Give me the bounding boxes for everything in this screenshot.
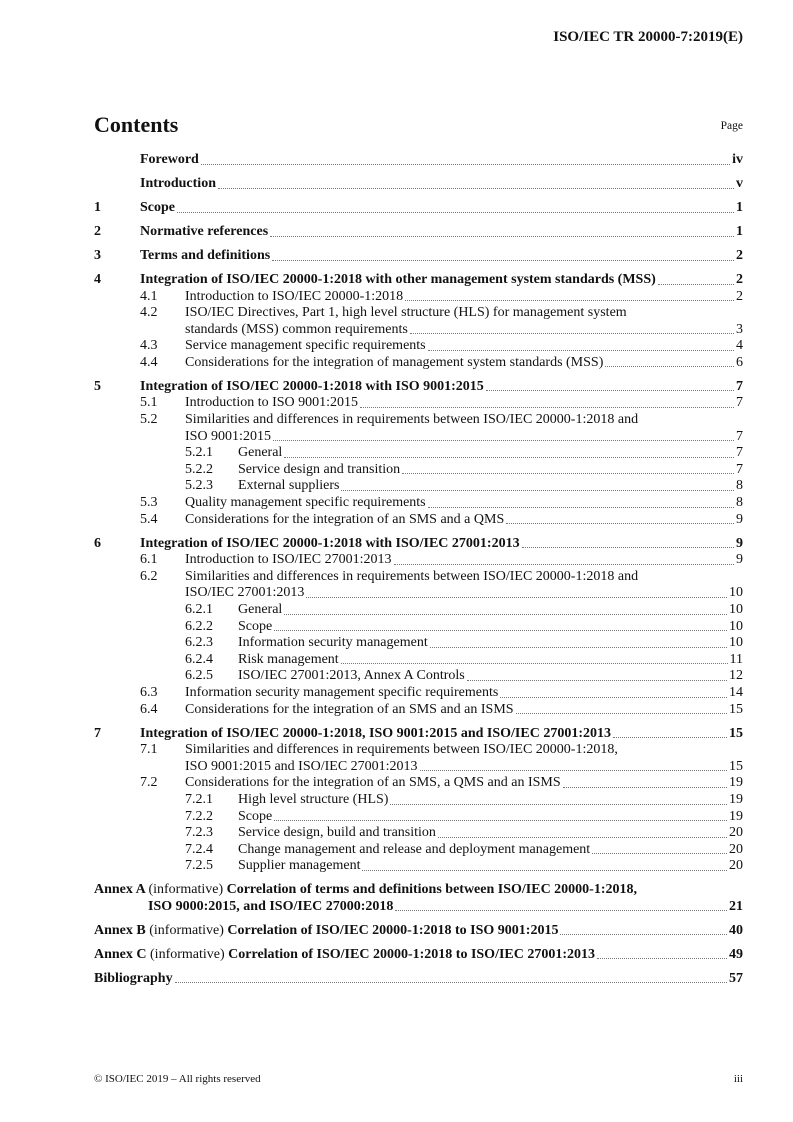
- dot-leader: [428, 507, 734, 508]
- toc-annex-heading: [94, 947, 595, 964]
- toc-entry-title-continued: standards (MSS) common requirements: [185, 321, 408, 337]
- toc-entry-title: Foreword: [140, 152, 199, 167]
- toc-entry-page: 1: [736, 199, 743, 215]
- toc-entry[interactable]: [94, 536, 743, 553]
- toc-entry-page: 10: [729, 585, 743, 601]
- toc-entry[interactable]: [94, 775, 743, 792]
- toc-entry-number: 6.4: [140, 701, 158, 717]
- dot-leader: [201, 164, 730, 165]
- toc-entry-title-continued: ISO 9001:2015 and ISO/IEC 27001:2013: [185, 758, 418, 774]
- toc-entry[interactable]: [94, 272, 743, 289]
- toc-entry[interactable]: [94, 248, 743, 265]
- dot-leader: [605, 366, 734, 367]
- dot-leader: [274, 630, 727, 631]
- dot-leader: [270, 236, 734, 237]
- toc-entry-title: Terms and definitions: [140, 247, 271, 263]
- toc-entry-number: 4.2: [140, 305, 158, 321]
- dot-leader: [522, 547, 734, 548]
- toc-entry-title: Introduction to ISO/IEC 27001:2013: [185, 552, 392, 568]
- dot-leader: [218, 188, 734, 189]
- annex-label: Annex B: [94, 922, 146, 938]
- toc-entry-number: 4.4: [140, 354, 158, 370]
- toc-entry-title: Quality management specific requirements: [185, 495, 426, 511]
- annex-type: (informative): [149, 922, 224, 938]
- toc-entry[interactable]: [94, 858, 743, 875]
- dot-leader: [341, 490, 734, 491]
- toc-entry-number: 7.2.2: [185, 808, 213, 824]
- dot-leader: [560, 934, 727, 935]
- toc-entry-title: Considerations for the integration of an SMS and an ISMS: [185, 701, 514, 717]
- dot-leader: [500, 697, 727, 698]
- annex-label: Annex C: [94, 946, 147, 962]
- toc-entry-number: 5.2: [140, 412, 158, 428]
- toc-entry-page: 3: [736, 321, 743, 337]
- toc-entry-page: 20: [729, 841, 743, 857]
- toc-entry-title: Risk management: [238, 651, 339, 667]
- toc-entry-number: 7.2.5: [185, 858, 213, 874]
- toc-entry-number: 7.2: [140, 775, 158, 791]
- toc-entry-page: 15: [729, 758, 743, 774]
- bibliography-title: Bibliography: [94, 970, 173, 986]
- toc-entry-page: 15: [729, 701, 743, 717]
- toc-entry-title: Considerations for the integration of an SMS and a QMS: [185, 511, 505, 527]
- toc-entry-continuation[interactable]: [94, 759, 743, 776]
- toc-entry[interactable]: [94, 602, 743, 619]
- toc-entry-title: Information security management specific requirements: [185, 684, 499, 700]
- toc-entry-number: 6: [94, 535, 101, 551]
- toc-entry-page: 21: [729, 898, 743, 914]
- dot-leader: [597, 958, 727, 959]
- toc-entry-page: 10: [729, 618, 743, 634]
- toc-entry[interactable]: [94, 200, 743, 217]
- toc-entry-page: 7: [736, 428, 743, 444]
- toc-entry-title: Similarities and differences in requirements between ISO/IEC 20000-1:2018 and: [185, 568, 639, 584]
- toc-entry-title: Service design and transition: [238, 461, 401, 477]
- toc-entry[interactable]: [94, 512, 743, 529]
- toc-entry-number: 3: [94, 247, 101, 263]
- annex-title: Correlation of ISO/IEC 20000-1:2018 to ISO/IEC 27001:2013: [228, 946, 596, 962]
- toc-entry-title: Integration of ISO/IEC 20000-1:2018 with ISO/IEC 27001:2013: [140, 535, 520, 551]
- toc-entry-number: 7.1: [140, 742, 158, 758]
- dot-leader: [390, 804, 727, 805]
- dot-leader: [284, 457, 734, 458]
- toc-entry-title-continued: ISO/IEC 27001:2013: [185, 585, 305, 601]
- toc-entry[interactable]: [94, 652, 743, 669]
- dot-leader: [402, 473, 734, 474]
- toc-entry-number: 4: [94, 271, 101, 287]
- toc-entry[interactable]: [94, 635, 743, 652]
- toc-entry[interactable]: [94, 152, 743, 169]
- toc-entry-page: v: [736, 175, 743, 191]
- toc-entry[interactable]: [94, 478, 743, 495]
- toc-entry-page: 9: [736, 535, 743, 551]
- annex-type: (informative): [150, 946, 225, 962]
- toc-entry[interactable]: [94, 726, 743, 743]
- annex-title-continued: ISO 9000:2015, and ISO/IEC 27000:2018: [148, 898, 394, 914]
- annex-title: Correlation of terms and definitions between ISO/IEC 20000-1:2018,: [226, 882, 638, 898]
- toc-entry-page: 40: [729, 922, 743, 938]
- toc-entry[interactable]: [94, 395, 743, 412]
- dot-leader: [486, 390, 734, 391]
- toc-entry-page: 8: [736, 478, 743, 494]
- toc-annex-entry[interactable]: [94, 923, 743, 940]
- dot-leader: [306, 597, 727, 598]
- annex-label: Annex A: [94, 882, 145, 898]
- page-title: Contents: [94, 112, 179, 137]
- dot-leader: [273, 440, 734, 441]
- toc-entry-title: General: [238, 601, 283, 617]
- toc-entry-title: Scope: [140, 199, 175, 215]
- toc-entry-title: External suppliers: [238, 478, 340, 494]
- dot-leader: [394, 564, 735, 565]
- toc-entry-title: Information security management: [238, 635, 428, 651]
- dot-leader: [177, 212, 734, 213]
- toc-entry-title: Similarities and differences in requirements between ISO/IEC 20000-1:2018 and: [185, 412, 639, 428]
- toc-entry-number: 5.2.3: [185, 478, 213, 494]
- toc-entry-title: Considerations for the integration of an SMS, a QMS and an ISMS: [185, 775, 561, 791]
- toc-entry-page: 15: [729, 725, 743, 741]
- toc-entry[interactable]: [94, 412, 743, 429]
- dot-leader: [420, 770, 727, 771]
- toc-entry-page: 2: [736, 288, 743, 304]
- toc-entry-page: 11: [729, 651, 743, 667]
- dot-leader: [563, 787, 727, 788]
- toc-entry-page: 12: [729, 668, 743, 684]
- toc-entry-page: 10: [729, 635, 743, 651]
- toc-entry-number: 1: [94, 199, 101, 215]
- toc-entry[interactable]: [94, 338, 743, 355]
- toc-entry-title: ISO/IEC 27001:2013, Annex A Controls: [238, 668, 465, 684]
- toc-entry[interactable]: [94, 462, 743, 479]
- toc-entry-number: 6.2.4: [185, 651, 213, 667]
- toc-entry[interactable]: [94, 685, 743, 702]
- toc-entry[interactable]: [94, 702, 743, 719]
- toc-entry-page: 2: [736, 247, 743, 263]
- toc-entry[interactable]: [94, 495, 743, 512]
- toc-entry-page: 7: [736, 378, 743, 394]
- toc-entry-number: 5.2.2: [185, 461, 213, 477]
- dot-leader: [658, 284, 734, 285]
- toc-entry-page: 6: [736, 354, 743, 370]
- toc-entry-number: 5.4: [140, 511, 158, 527]
- toc-entry[interactable]: [94, 792, 743, 809]
- toc-entry-page: 7: [736, 445, 743, 461]
- toc-entry-page: 49: [729, 946, 743, 962]
- toc-annex-entry[interactable]: [94, 882, 743, 899]
- toc-entry-page: 1: [736, 223, 743, 239]
- toc-annex-entry[interactable]: [94, 947, 743, 964]
- toc-annex-heading: [94, 923, 558, 940]
- toc-entry-title: Service management specific requirements: [185, 338, 426, 354]
- toc-entry-title: Introduction to ISO/IEC 20000-1:2018: [185, 288, 404, 304]
- dot-leader: [284, 614, 727, 615]
- dot-leader: [613, 737, 727, 738]
- toc-annex-continuation[interactable]: [94, 899, 743, 916]
- document-id-header: ISO/IEC TR 20000-7:2019(E): [553, 29, 743, 45]
- toc-entry-number: 5.3: [140, 495, 158, 511]
- toc-bibliography-entry[interactable]: [94, 971, 743, 988]
- toc-entry[interactable]: [94, 552, 743, 569]
- table-of-contents: [94, 152, 743, 987]
- toc-entry-page: 2: [736, 271, 743, 287]
- toc-entry[interactable]: [94, 809, 743, 826]
- toc-entry[interactable]: [94, 445, 743, 462]
- toc-entry-page: 4: [736, 338, 743, 354]
- toc-entry-title: Integration of ISO/IEC 20000-1:2018, ISO 9001:2015 and ISO/IEC 27001:2013: [140, 725, 611, 741]
- toc-entry[interactable]: [94, 742, 743, 759]
- toc-entry-number: 6.2.3: [185, 635, 213, 651]
- dot-leader: [362, 870, 727, 871]
- toc-entry-continuation[interactable]: [94, 429, 743, 446]
- toc-entry-page: 19: [729, 775, 743, 791]
- toc-entry-page: 14: [729, 684, 743, 700]
- dot-leader: [506, 523, 734, 524]
- toc-entry-number: 7.2.1: [185, 791, 213, 807]
- toc-entry[interactable]: [94, 224, 743, 241]
- toc-annex-heading: [94, 882, 637, 899]
- toc-entry-title: Similarities and differences in requirements between ISO/IEC 20000-1:2018,: [185, 742, 618, 758]
- toc-entry-title: Scope: [238, 618, 273, 634]
- toc-entry-number: 5.2.1: [185, 445, 213, 461]
- toc-entry-page: 57: [729, 970, 743, 986]
- page-number: iii: [733, 1073, 743, 1085]
- toc-entry-number: 7.2.3: [185, 825, 213, 841]
- toc-entry[interactable]: [94, 176, 743, 193]
- toc-entry-title: Normative references: [140, 223, 269, 239]
- toc-entry[interactable]: [94, 842, 743, 859]
- dot-leader: [341, 663, 728, 664]
- toc-entry-title: Introduction: [140, 175, 216, 191]
- toc-entry[interactable]: [94, 355, 743, 372]
- dot-leader: [272, 260, 734, 261]
- dot-leader: [467, 680, 727, 681]
- dot-leader: [592, 853, 727, 854]
- toc-entry[interactable]: [94, 379, 743, 396]
- dot-leader: [395, 910, 727, 911]
- toc-entry[interactable]: [94, 825, 743, 842]
- copyright-footer: © ISO/IEC 2019 – All rights reserved: [94, 1073, 261, 1085]
- dot-leader: [360, 407, 734, 408]
- toc-entry-page: 20: [729, 825, 743, 841]
- toc-entry-number: 4.3: [140, 338, 158, 354]
- annex-type: (informative): [148, 882, 224, 898]
- page-column-label: Page: [720, 120, 743, 132]
- toc-entry[interactable]: [94, 668, 743, 685]
- toc-entry[interactable]: [94, 289, 743, 306]
- dot-leader: [410, 333, 734, 334]
- toc-entry-page: 9: [736, 552, 743, 568]
- toc-entry-title: ISO/IEC Directives, Part 1, high level structure (HLS) for management system: [185, 305, 627, 321]
- toc-entry-number: 5: [94, 378, 101, 394]
- toc-entry-page: 19: [729, 808, 743, 824]
- toc-entry-page: 20: [729, 858, 743, 874]
- toc-entry-continuation[interactable]: [94, 585, 743, 602]
- toc-entry-title: Scope: [238, 808, 273, 824]
- toc-entry-title: Integration of ISO/IEC 20000-1:2018 with ISO 9001:2015: [140, 378, 484, 394]
- toc-entry-title: Considerations for the integration of management system standards (MSS): [185, 354, 604, 370]
- toc-entry-number: 7.2.4: [185, 841, 213, 857]
- toc-entry-number: 2: [94, 223, 101, 239]
- toc-entry-title: Integration of ISO/IEC 20000-1:2018 with other management system standards (MSS): [140, 271, 656, 287]
- toc-entry-page: 9: [736, 511, 743, 527]
- dot-leader: [405, 300, 734, 301]
- toc-entry-page: 7: [736, 395, 743, 411]
- toc-entry-title-continued: ISO 9001:2015: [185, 428, 271, 444]
- dot-leader: [430, 647, 727, 648]
- toc-entry-number: 6.2.5: [185, 668, 213, 684]
- toc-entry-title: Introduction to ISO 9001:2015: [185, 395, 359, 411]
- toc-entry[interactable]: [94, 619, 743, 636]
- dot-leader: [175, 982, 727, 983]
- toc-entry-title: High level structure (HLS): [238, 791, 389, 807]
- toc-entry-number: 4.1: [140, 288, 158, 304]
- annex-title: Correlation of ISO/IEC 20000-1:2018 to ISO 9001:2015: [227, 922, 559, 938]
- toc-entry-number: 6.2.2: [185, 618, 213, 634]
- toc-entry[interactable]: [94, 305, 743, 322]
- toc-entry-page: 10: [729, 601, 743, 617]
- dot-leader: [274, 820, 727, 821]
- toc-entry[interactable]: [94, 569, 743, 586]
- dot-leader: [428, 350, 734, 351]
- toc-entry-number: 6.3: [140, 684, 158, 700]
- toc-entry-continuation[interactable]: [94, 322, 743, 339]
- toc-entry-number: 5.1: [140, 395, 158, 411]
- toc-entry-page: iv: [732, 152, 743, 167]
- dot-leader: [516, 713, 727, 714]
- toc-entry-number: 6.1: [140, 552, 158, 568]
- toc-entry-number: 7: [94, 725, 101, 741]
- toc-entry-page: 7: [736, 461, 743, 477]
- toc-entry-number: 6.2.1: [185, 601, 213, 617]
- toc-entry-number: 6.2: [140, 568, 158, 584]
- toc-entry-title: Change management and release and deployment management: [238, 841, 591, 857]
- toc-entry-title: Service design, build and transition: [238, 825, 436, 841]
- toc-entry-page: 8: [736, 495, 743, 511]
- dot-leader: [438, 837, 727, 838]
- toc-entry-page: 19: [729, 791, 743, 807]
- toc-entry-title: Supplier management: [238, 858, 361, 874]
- toc-entry-title: General: [238, 445, 283, 461]
